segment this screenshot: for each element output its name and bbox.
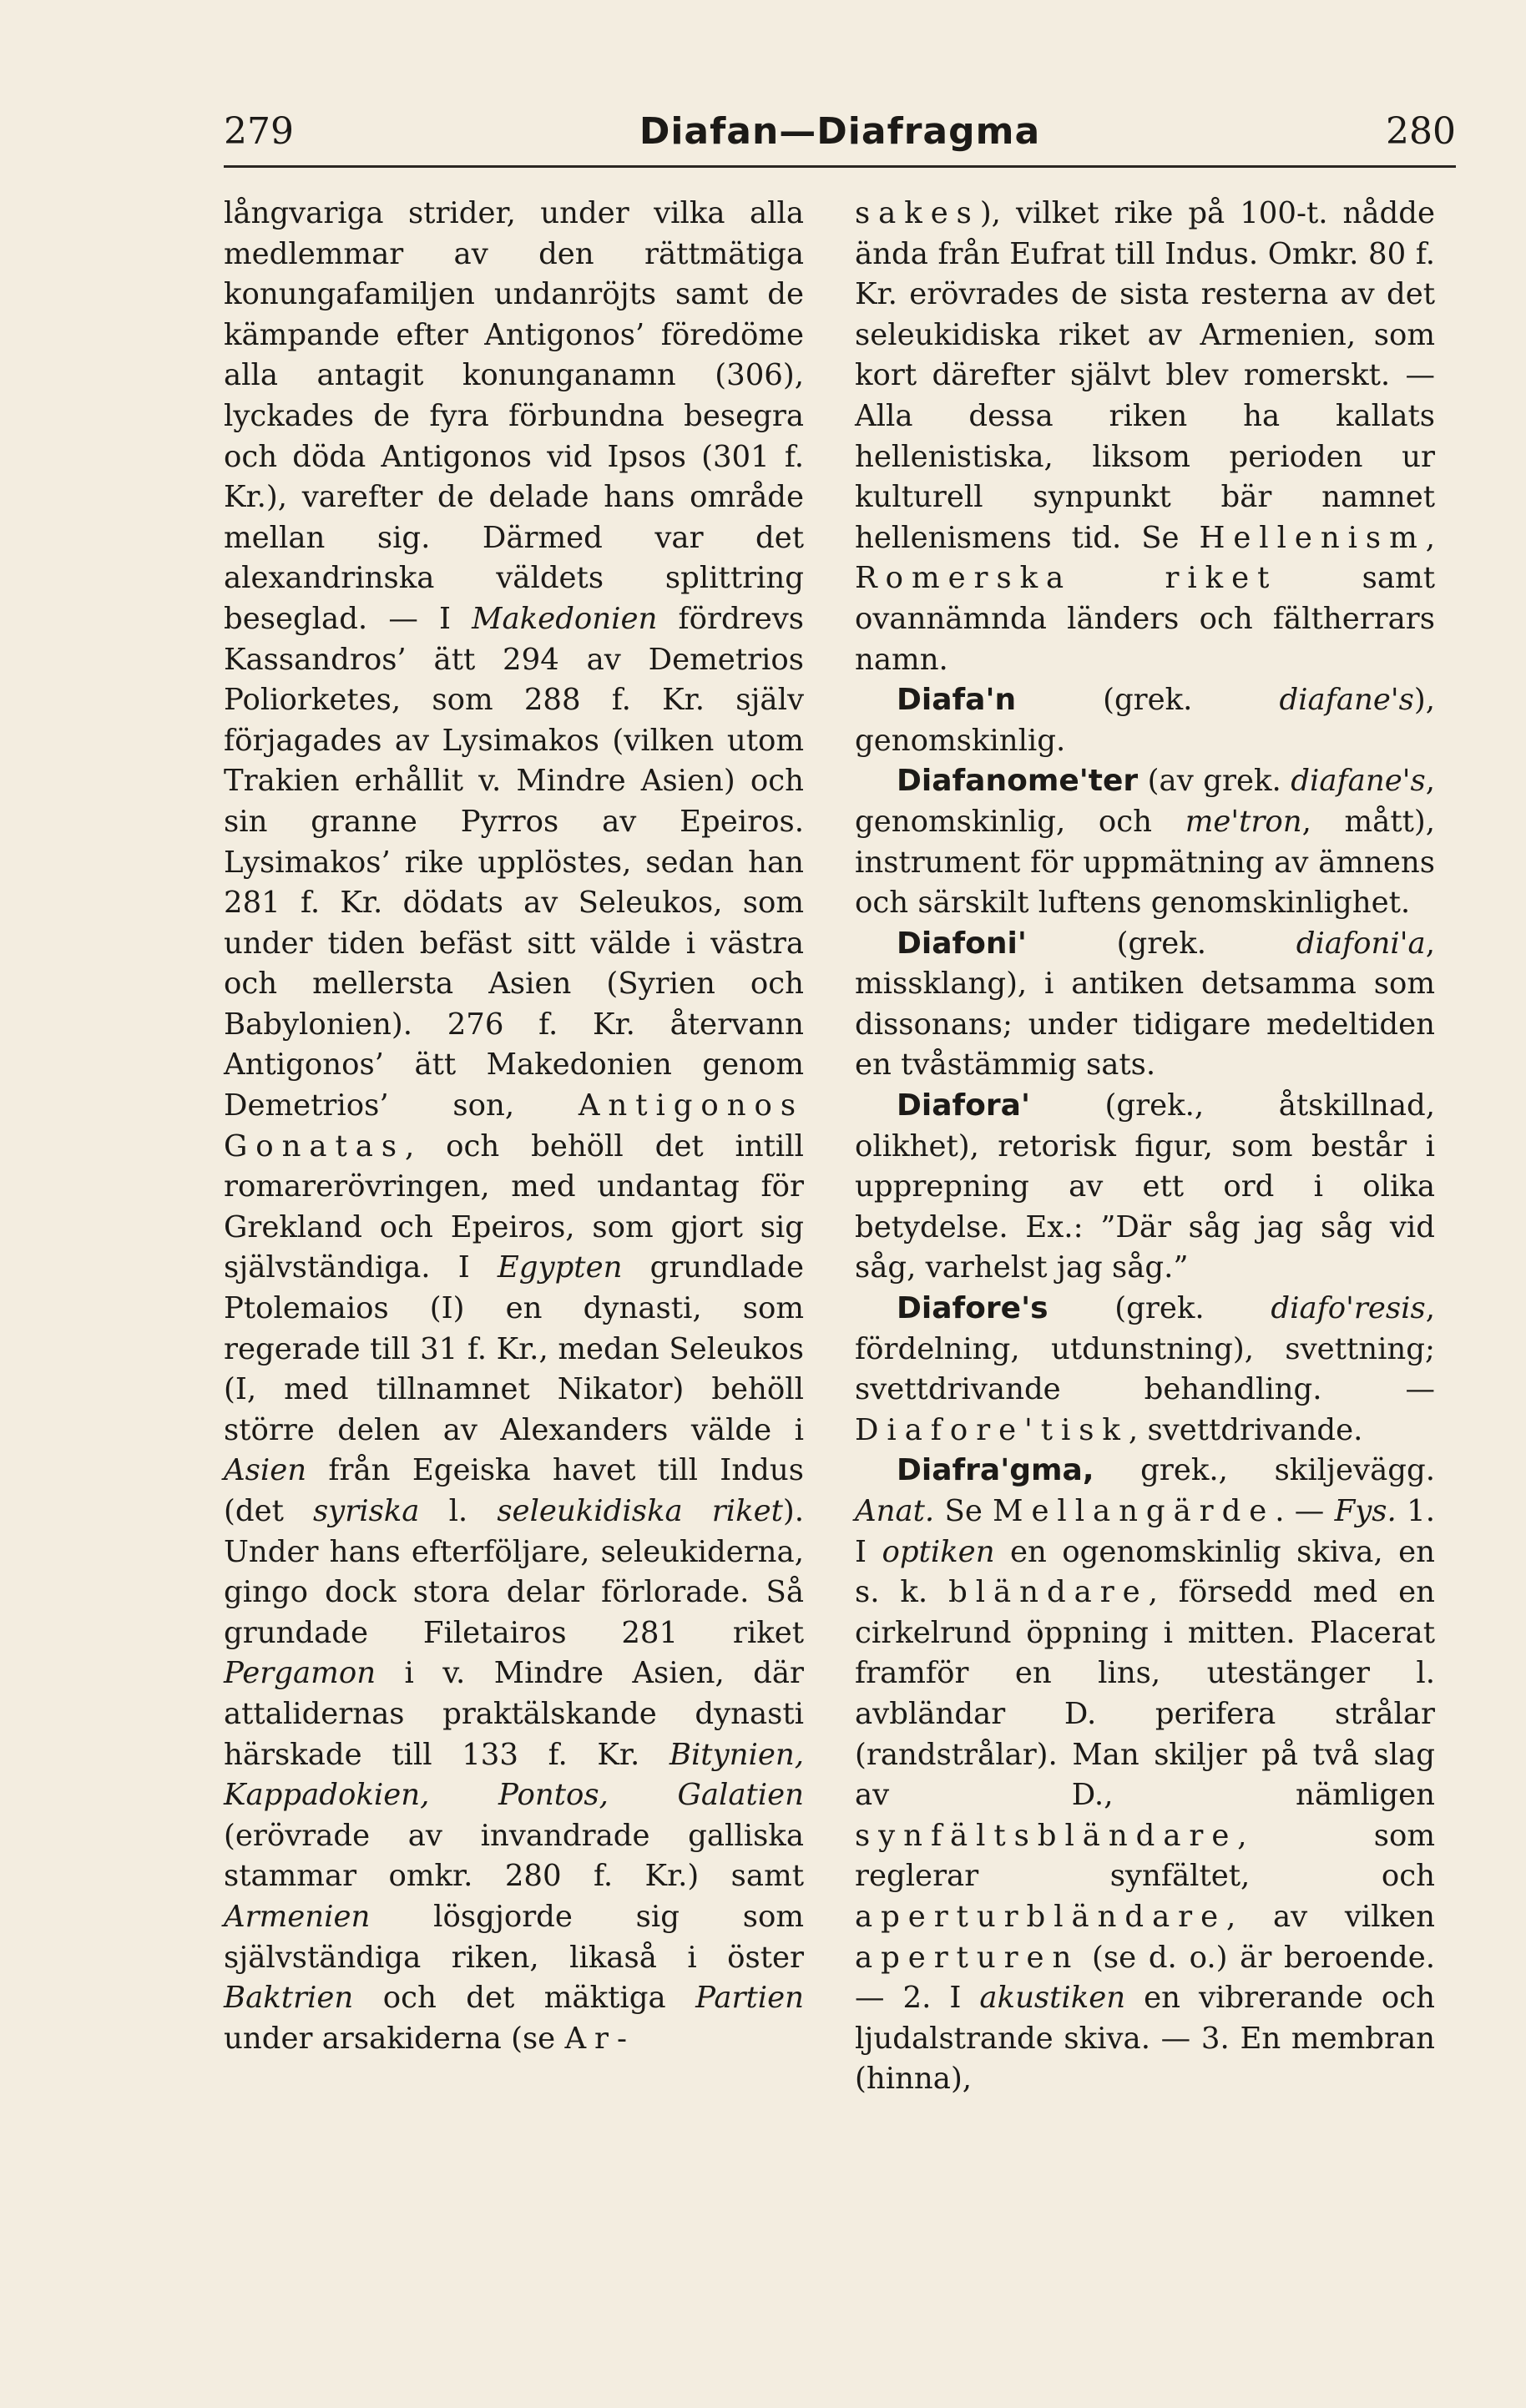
italic-term: Bitynien, Kappadokien, Pontos, Galatien <box>224 1737 804 1813</box>
page-header <box>224 107 1456 157</box>
text: , och behöll det intill romarerövringen, med undantag för Grekland och Epeiros, som gjort sig självständiga. I <box>224 1128 804 1285</box>
text: (erövrade av invandrade galliska stammar omkr. 280 f. Kr.) samt <box>224 1818 804 1894</box>
text: , mått), instrument för uppmätning av ämnens och särskilt luftens genomskinlighet. <box>855 804 1436 921</box>
paragraph-continuation <box>855 194 1435 680</box>
running-head: Diafan—Diafragma <box>639 110 1041 153</box>
entry-diafoni <box>855 924 1435 1086</box>
italic-term: diafane's <box>1291 764 1426 799</box>
text: 1. I <box>855 1494 1435 1569</box>
italic-term: diafoni'a <box>1296 926 1426 961</box>
italic-term: akustiken <box>979 1981 1126 2016</box>
italic-term: Egypten <box>497 1250 623 1285</box>
headword: Diafanome'ter <box>897 764 1139 799</box>
italic-term: Partien <box>695 1981 804 2016</box>
italic-term: diafo'resis <box>1271 1291 1426 1326</box>
spaced-term: aperturen <box>855 1940 1080 1975</box>
headword: Diafa'n <box>897 683 1017 718</box>
entry-diafora <box>855 1086 1435 1289</box>
spaced-term: Romerska riket <box>855 561 1278 596</box>
text: . — <box>1275 1494 1335 1528</box>
spaced-term: bländare <box>948 1575 1149 1610</box>
text: grundlade Ptolemaios (I) en dynasti, som regerade till 31 f. Kr., medan Seleukos (I, med tillnamnet Nikator) behöll större delen av Alexanders välde i <box>224 1250 805 1447</box>
text: Se <box>934 1494 993 1528</box>
text: , som reglerar synfältet, och <box>855 1818 1435 1894</box>
italic-term: optiken <box>882 1534 995 1569</box>
spaced-term: Mellangärde <box>993 1494 1276 1528</box>
italic-term: Baktrien <box>224 1981 354 2016</box>
text: l. <box>419 1494 498 1528</box>
text: ), genomskinlig. <box>855 683 1435 758</box>
text: under arsakiderna (se <box>224 2021 565 2056</box>
text: , genomskinlig, och <box>855 764 1435 839</box>
page-number-right: 280 <box>1386 110 1456 153</box>
entry-diafanometer <box>855 761 1435 923</box>
text: fördrevs Kassandros’ ätt 294 av Demetrios Poliorketes, som 288 f. Kr. själv förjagades av Lysimakos (vilken utom Trakien erhållit v. Mindre Asien) och sin granne Pyrros av Epeiros. Lysimakos’ rike upplöstes, sedan han 281 f. Kr. dödats av Seleukos, som under tiden befäst sitt välde i västra och mellersta Asien (Syrien och Babylonien). 276 f. Kr. återvann Antigonos’ ätt Makedonien genom Demetrios’ son, <box>224 601 804 1123</box>
left-column <box>224 194 804 2059</box>
text: (grek., åtskillnad, olikhet), retorisk figur, som består i upprepning av ett ord i olika betydelse. Ex.: ”Där såg jag såg vid såg, varhelst jag såg.” <box>855 1088 1435 1285</box>
text: (se d. o.) är beroende. — 2. I <box>855 1940 1435 2016</box>
headword: Diafoni' <box>897 926 1027 961</box>
italic-term: Pergamon <box>224 1656 376 1691</box>
header-rule <box>224 165 1456 168</box>
text: en ogenomskinlig skiva, en s. k. <box>855 1534 1435 1610</box>
text: grek., skiljevägg. <box>1094 1453 1435 1488</box>
text: ). Under hans efterföljare, seleukiderna, gingo dock stora delar förlorade. Så grundade Filetairos 281 riket <box>224 1494 804 1650</box>
text: , missklang), i antiken detsamma som dissonans; under tidigare medeltiden en tvåstämmig sats. <box>855 926 1435 1083</box>
italic-term: syriska <box>312 1494 420 1528</box>
headword: Diafra'gma, <box>897 1453 1094 1488</box>
text: , av vilken <box>1226 1899 1435 1934</box>
text: , <box>1425 520 1435 555</box>
right-column <box>855 194 1435 2100</box>
paragraph-hellenistic-kingdoms <box>224 194 804 2059</box>
italic-term: Makedonien <box>472 601 658 636</box>
spaced-term: Hellenism <box>1199 520 1426 555</box>
italic-term: Anat. <box>855 1494 935 1528</box>
text: i v. Mindre Asien, där attalidernas praktälskande dynasti härskade till 133 f. Kr. <box>224 1656 804 1772</box>
text: (grek. <box>1016 683 1280 718</box>
spaced-term: Ar- <box>564 2021 635 2056</box>
text: och det mäktiga <box>353 1981 696 2016</box>
spaced-term: sakes <box>855 196 980 230</box>
italic-term: me'tron <box>1185 804 1302 839</box>
headword: Diafora' <box>897 1088 1030 1123</box>
text: lösgjorde sig som självständiga riken, likaså i öster <box>224 1899 804 1975</box>
spaced-term: Diafore'tisk <box>855 1412 1129 1447</box>
text: från Egeiska havet till Indus (det <box>224 1453 804 1528</box>
italic-term: Asien <box>224 1453 307 1488</box>
text: (av grek. <box>1138 764 1291 799</box>
text: , svettdrivande. <box>1128 1412 1363 1447</box>
page-number-left: 279 <box>224 110 294 153</box>
italic-term: Fys. <box>1334 1494 1397 1528</box>
italic-term: Armenien <box>224 1899 371 1934</box>
entry-diaforesis <box>855 1289 1435 1451</box>
text: ), vilket rike på 100-t. nådde ända från Eufrat till Indus. Omkr. 80 f. Kr. erövrades de sista resterna av det seleukidiska riket av Armenien, som kort därefter självt blev romerskt. — Alla dessa riken ha kallats hellenistiska, liksom perioden ur kulturell synpunkt bär namnet hellenismens tid. Se <box>855 196 1435 555</box>
entry-diafragma <box>855 1451 1435 2100</box>
italic-term: diafane's <box>1279 683 1414 718</box>
text: (grek. <box>1026 926 1296 961</box>
spaced-term: synfältsbländare <box>855 1818 1238 1853</box>
headword: Diafore's <box>897 1291 1048 1326</box>
text: , försedd med en cirkelrund öppning i mitten. Placerat framför en lins, utestänger l. avbländar D. perifera strålar (randstrålar). Man skiljer på två slag av D., nämligen <box>855 1575 1435 1813</box>
spaced-term: Antigonos Gonatas <box>224 1088 804 1164</box>
text: samt ovannämnda länders och fältherrars namn. <box>855 561 1435 677</box>
text: en vibrerande och ljudalstrande skiva. — 3. En membran (hinna), <box>855 1981 1435 2097</box>
italic-term: seleukidiska riket <box>497 1494 783 1528</box>
entry-diafan <box>855 680 1435 761</box>
spaced-term: aperturbländare <box>855 1899 1227 1934</box>
text: (grek. <box>1048 1291 1271 1326</box>
text: långvariga strider, under vilka alla medlemmar av den rättmätiga konungafamiljen undanröjts samt de kämpande efter Antigonos’ föredöme alla antagit konunganamn (306), lyckades de fyra förbundna besegra och döda Antigonos vid Ipsos (301 f. Kr.), varefter de delade hans område mellan sig. Därmed var det alexandrinska väldets splittring beseglad. — I <box>224 196 804 636</box>
text: , fördelning, utdunstning), svettning; svettdrivande behandling. — <box>855 1291 1435 1407</box>
